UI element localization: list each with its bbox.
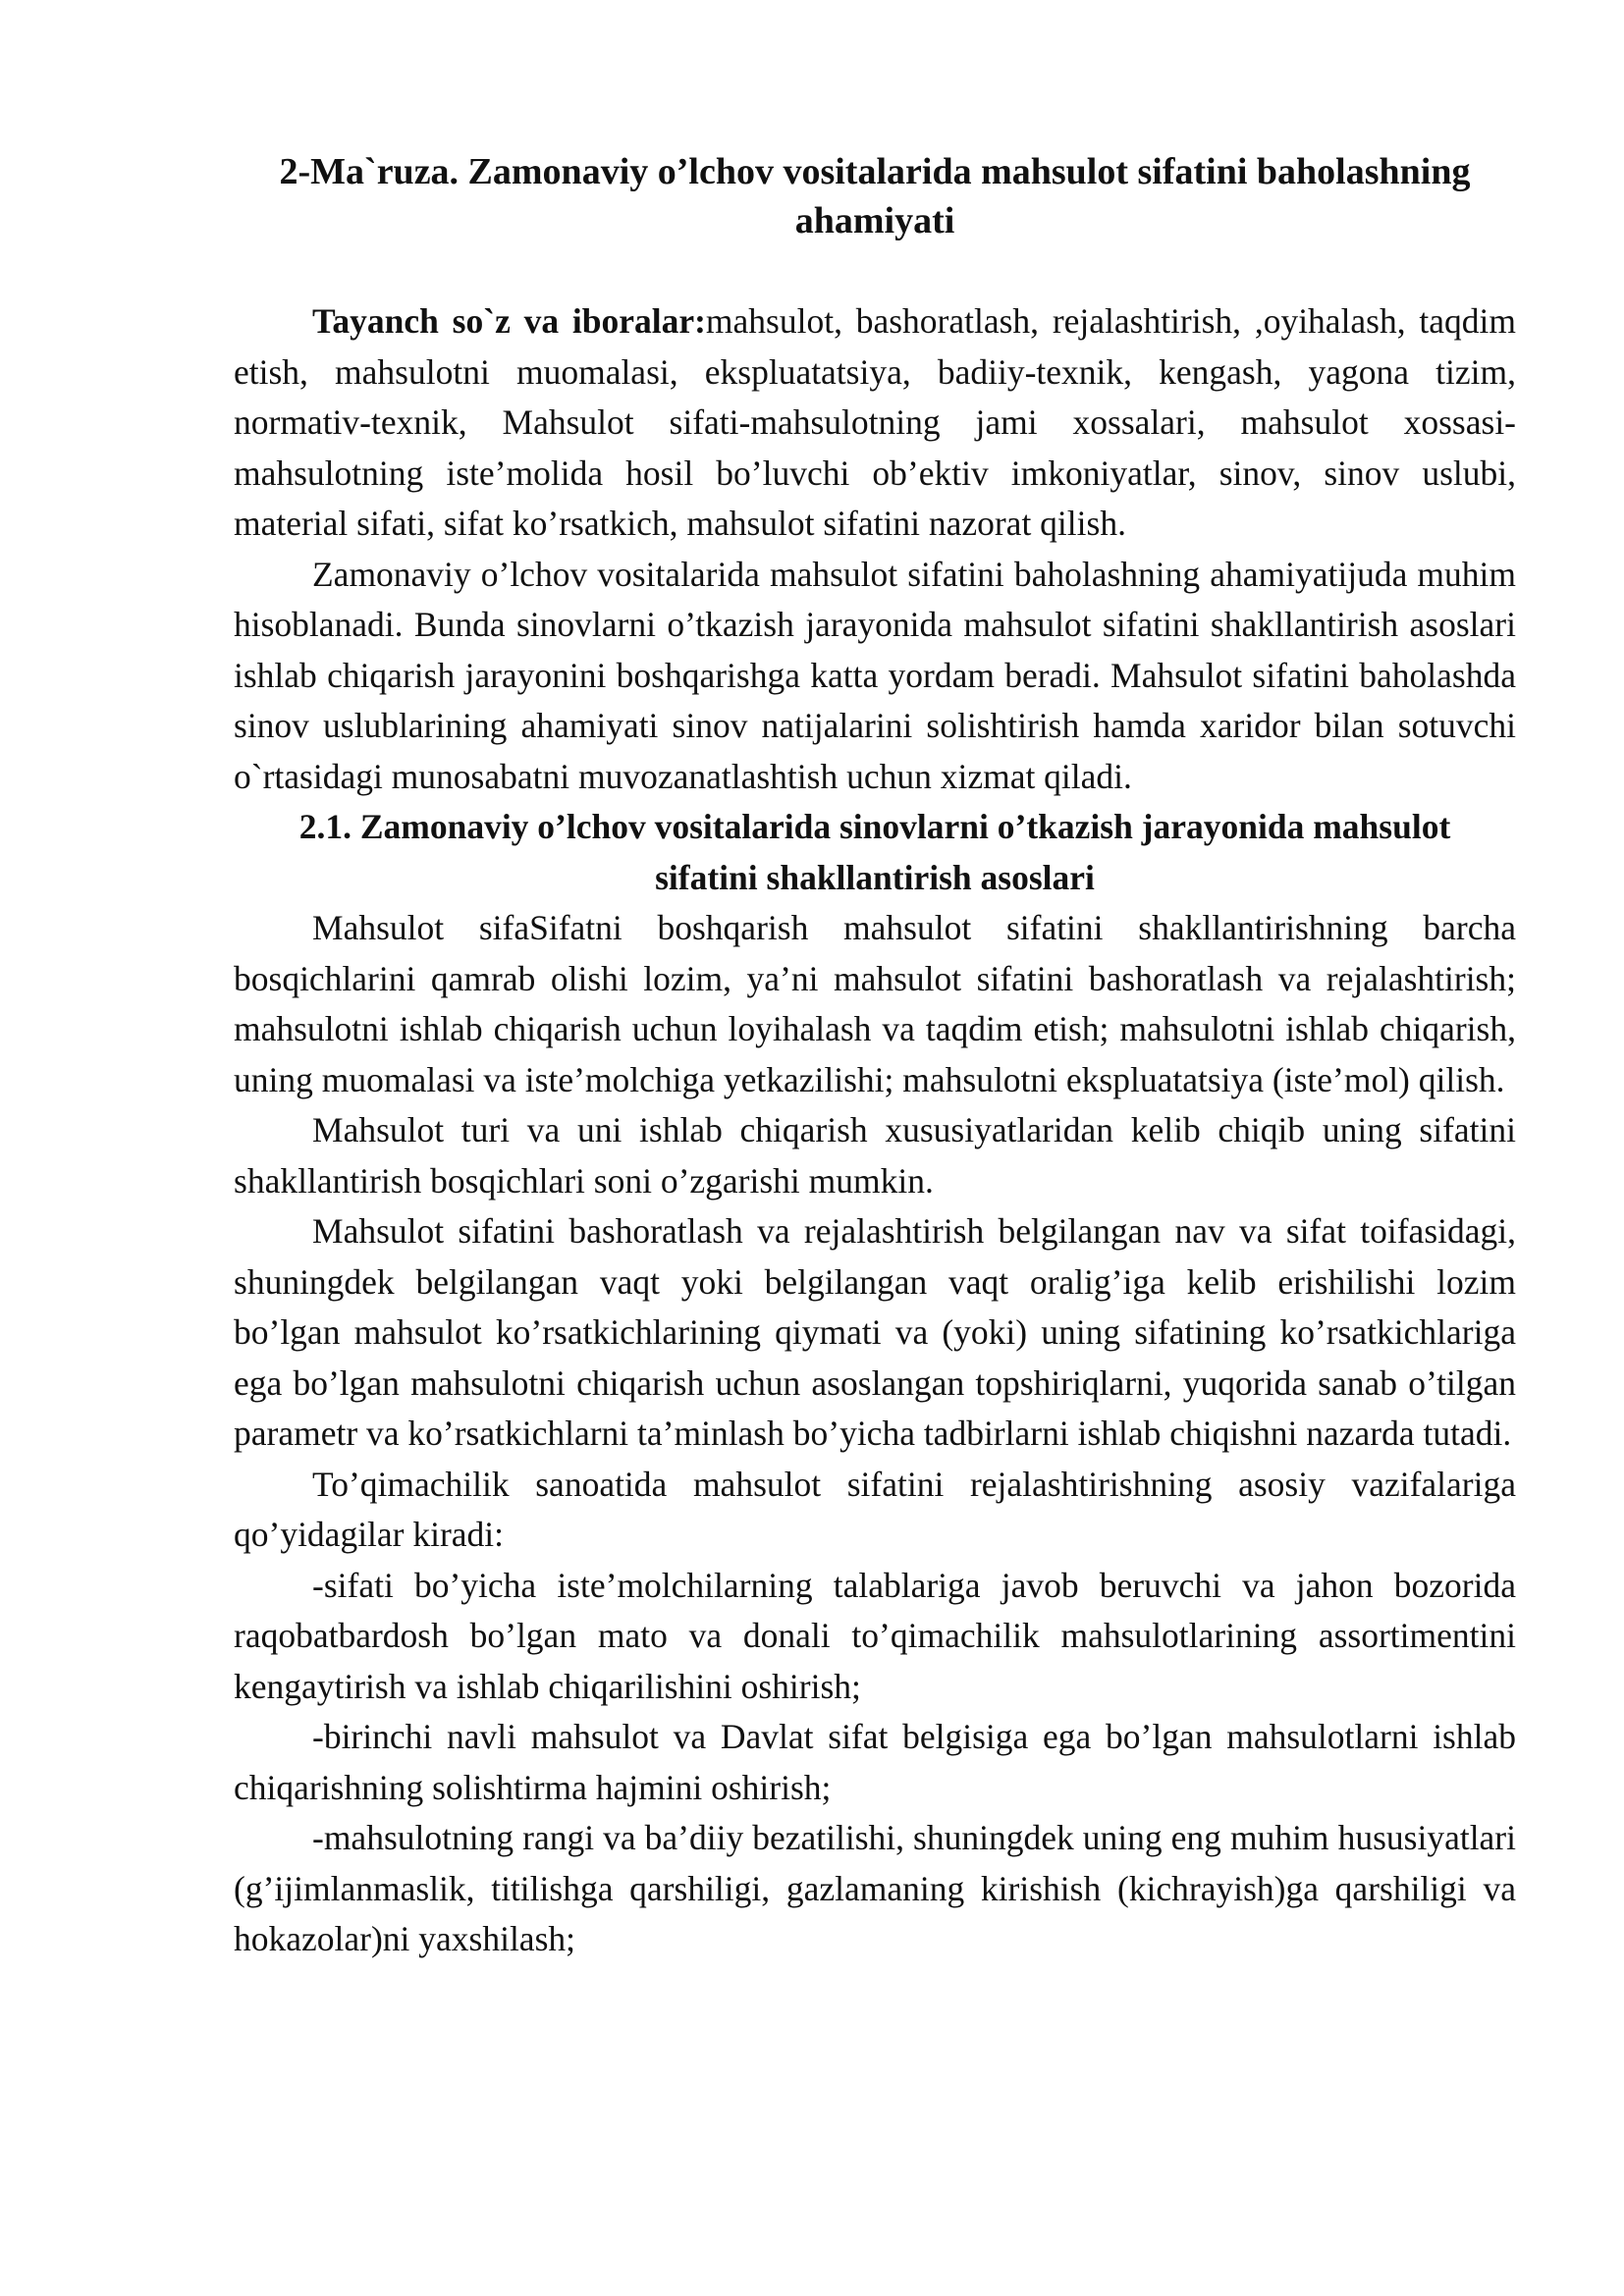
body-paragraph: To’qimachilik sanoatida mahsulot sifatini rejalashtirishning asosiy vazifalariga qo’yidagilar kiradi: — [234, 1464, 1516, 1554]
list-item-paragraph: -mahsulotning rangi va ba’diiy bezatilishi, shuningdek uning eng muhim hususiyatlari (g’ijimlanmaslik, titilishga qarshiligi, gazlamaning kirishish (kichrayish)ga qarshiligi va hokazolar)ni yaxshilash; — [234, 1818, 1516, 1958]
intro-paragraph: Zamonaviy o’lchov vositalarida mahsulot sifatini baholashning ahamiyatijuda muhim hisoblanadi. Bunda sinovlarni o’tkazish jarayonida mahsulot sifatini shakllantirish asoslari ishlab chiqarish jarayonini boshqarishga katta yordam beradi. Mahsulot sifatini baholashda sinov uslublarining ahamiyati sinov natijalarini solishtirish hamda xaridor bilan sotuvchi o`rtasidagi munosabatni muvozanatlashtish uchun xizmat qiladi. — [234, 554, 1516, 796]
list-item-paragraph: -birinchi navli mahsulot va Davlat sifat belgisiga ega bo’lgan mahsulotlarni ishlab chiqarishning solishtirma hajmini oshirish; — [234, 1717, 1516, 1807]
document-body — [234, 147, 1516, 1965]
title-spacer — [234, 245, 1516, 296]
keywords-label: Tayanch so`z va iboralar: — [312, 301, 706, 341]
body-paragraph: Mahsulot sifatini bashoratlash va rejalashtirish belgilangan nav va sifat toifasidagi, shuningdek belgilangan vaqt yoki belgilangan vaqt oralig’iga kelib erishilishi lozim bo’lgan mahsulot ko’rsatkichlarining qiymati va (yoki) uning sifatining ko’rsatkichlariga ega bo’lgan mahsulotni chiqarish uchun asoslangan topshiriqlarni, yuqorida sanab o’tilgan parametr va ko’rsatkichlarni ta’minlash bo’yicha tadbirlarni ishlab chiqishni nazarda tutadi. — [234, 1211, 1516, 1453]
body-paragraph: Mahsulot turi va uni ishlab chiqarish xususiyatlaridan kelib chiqib uning sifatini shakllantirish bosqichlari soni o’zgarishi mumkin. — [234, 1110, 1516, 1201]
body-paragraph: Mahsulot sifaSifatni boshqarish mahsulot sifatini shakllantirishning barcha bosqichlarini qamrab olishi lozim, ya’ni mahsulot sifatini bashoratlash va rejalashtirish; mahsulotni ishlab chiqarish uchun loyihalash va taqdim etish; mahsulotni ishlab chiqarish, uning muomalasi va iste’molchiga yetkazilishi; mahsulotni ekspluatatsiya (iste’mol) qilish. — [234, 908, 1516, 1099]
lecture-title: 2-Ma`ruza. Zamonaviy o’lchov vositalarida mahsulot sifatini baholashning ahamiyati — [279, 151, 1471, 241]
section-title: 2.1. Zamonaviy o’lchov vositalarida sinovlarni o’tkazish jarayonida mahsulot sifatini shakllantirish asoslari — [298, 807, 1451, 897]
keywords-text: mahsulot, bashoratlash, rejalashtirish, ,oyihalash, taqdim etish, mahsulotni muomalasi, ekspluatatsiya, badiiy-texnik, kengash, yagona tizim, normativ-texnik, Mahsulot sifati-mahsulotning jami xossalari, mahsulot xossasi-mahsulotning iste’molida hosil bo’luvchi ob’ektiv imkoniyatlar, sinov, sinov uslubi, material sifati, sifat ko’rsatkich, mahsulot sifatini nazorat qilish. — [234, 301, 1516, 543]
list-item-paragraph: -sifati bo’yicha iste’molchilarning talablariga javob beruvchi va jahon bozorida raqobatbardosh bo’lgan mato va donali to’qimachilik mahsulotlarining assortimentini kengaytirish va ishlab chiqarilishini oshirish; — [234, 1565, 1516, 1706]
keywords-paragraph — [234, 296, 1516, 550]
